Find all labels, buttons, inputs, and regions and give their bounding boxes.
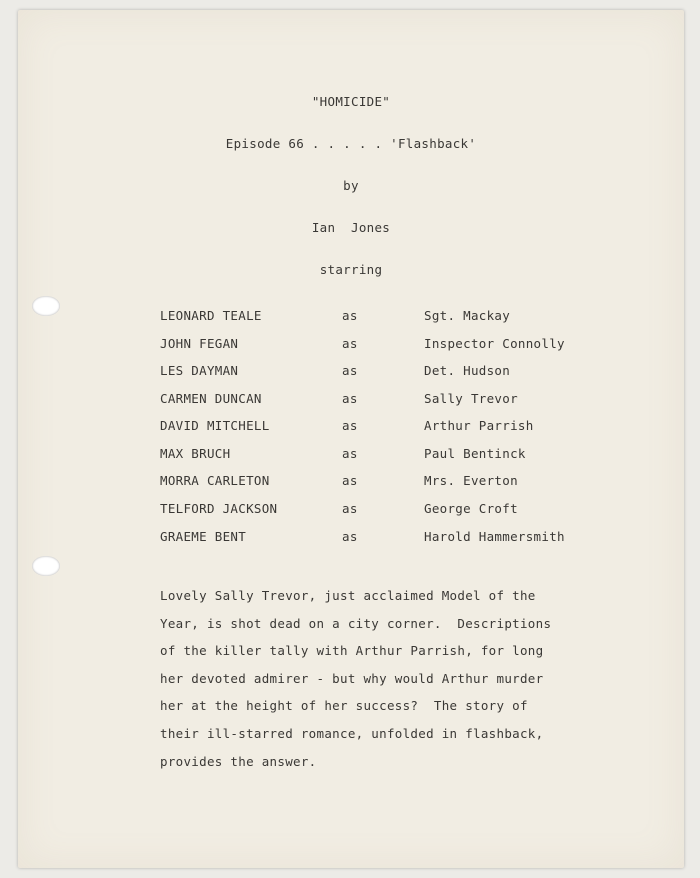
synopsis-line: Lovely Sally Trevor, just acclaimed Model of the (160, 588, 536, 603)
cast-actor: TELFORD JACKSON (160, 501, 278, 516)
episode-line: Episode 66 . . . . . 'Flashback' (225, 136, 477, 151)
cast-role: Mrs. Everton (424, 473, 518, 488)
synopsis-line: her devoted admirer - but why would Arthur murder (160, 670, 544, 686)
cast-actor: LES DAYMAN (160, 363, 239, 378)
cast-as: as (342, 529, 358, 544)
cast-role: Sgt. Mackay (424, 308, 511, 323)
synopsis-line: provides the answer. (160, 753, 317, 769)
cast-as: as (342, 363, 358, 378)
cast-actor: DAVID MITCHELL (160, 418, 270, 433)
cast-actor: MORRA CARLETON (160, 473, 270, 488)
cast-actor: MAX BRUCH (160, 446, 231, 461)
synopsis-line: of the killer tally with Arthur Parrish, for long (160, 643, 544, 659)
synopsis-line: Year, is shot dead on a city corner. Descriptions (160, 615, 552, 631)
punch-hole-top (32, 296, 60, 316)
cast-actor: LEONARD TEALE (160, 308, 262, 323)
cast-as: as (342, 446, 358, 461)
cast-actor: JOHN FEGAN (160, 336, 239, 351)
typed-page (18, 10, 684, 868)
cast-as: as (342, 473, 358, 488)
synopsis-line: their ill-starred romance, unfolded in flashback, (160, 725, 544, 741)
cast-role: Harold Hammersmith (424, 529, 565, 544)
by-line: by (343, 178, 359, 193)
author-name: Ian Jones (311, 220, 391, 235)
cast-as: as (342, 308, 358, 323)
cast-role: Sally Trevor (424, 391, 518, 406)
synopsis-line: her at the height of her success? The story of (160, 698, 528, 714)
cast-as: as (342, 336, 358, 351)
starring-label: starring (319, 262, 383, 277)
series-title: "HOMICIDE" (311, 94, 391, 109)
cast-role: Inspector Connolly (424, 336, 565, 351)
cast-actor: GRAEME BENT (160, 529, 247, 544)
cast-role: Paul Bentinck (424, 446, 526, 461)
cast-role: Arthur Parrish (424, 418, 534, 433)
synopsis-paragraph (160, 582, 630, 775)
cast-actor: CARMEN DUNCAN (160, 391, 262, 406)
punch-hole-bottom (32, 556, 60, 576)
cast-role: George Croft (424, 501, 518, 516)
cast-as: as (342, 418, 358, 433)
cast-as: as (342, 391, 358, 406)
cast-role: Det. Hudson (424, 363, 511, 378)
cast-as: as (342, 501, 358, 516)
